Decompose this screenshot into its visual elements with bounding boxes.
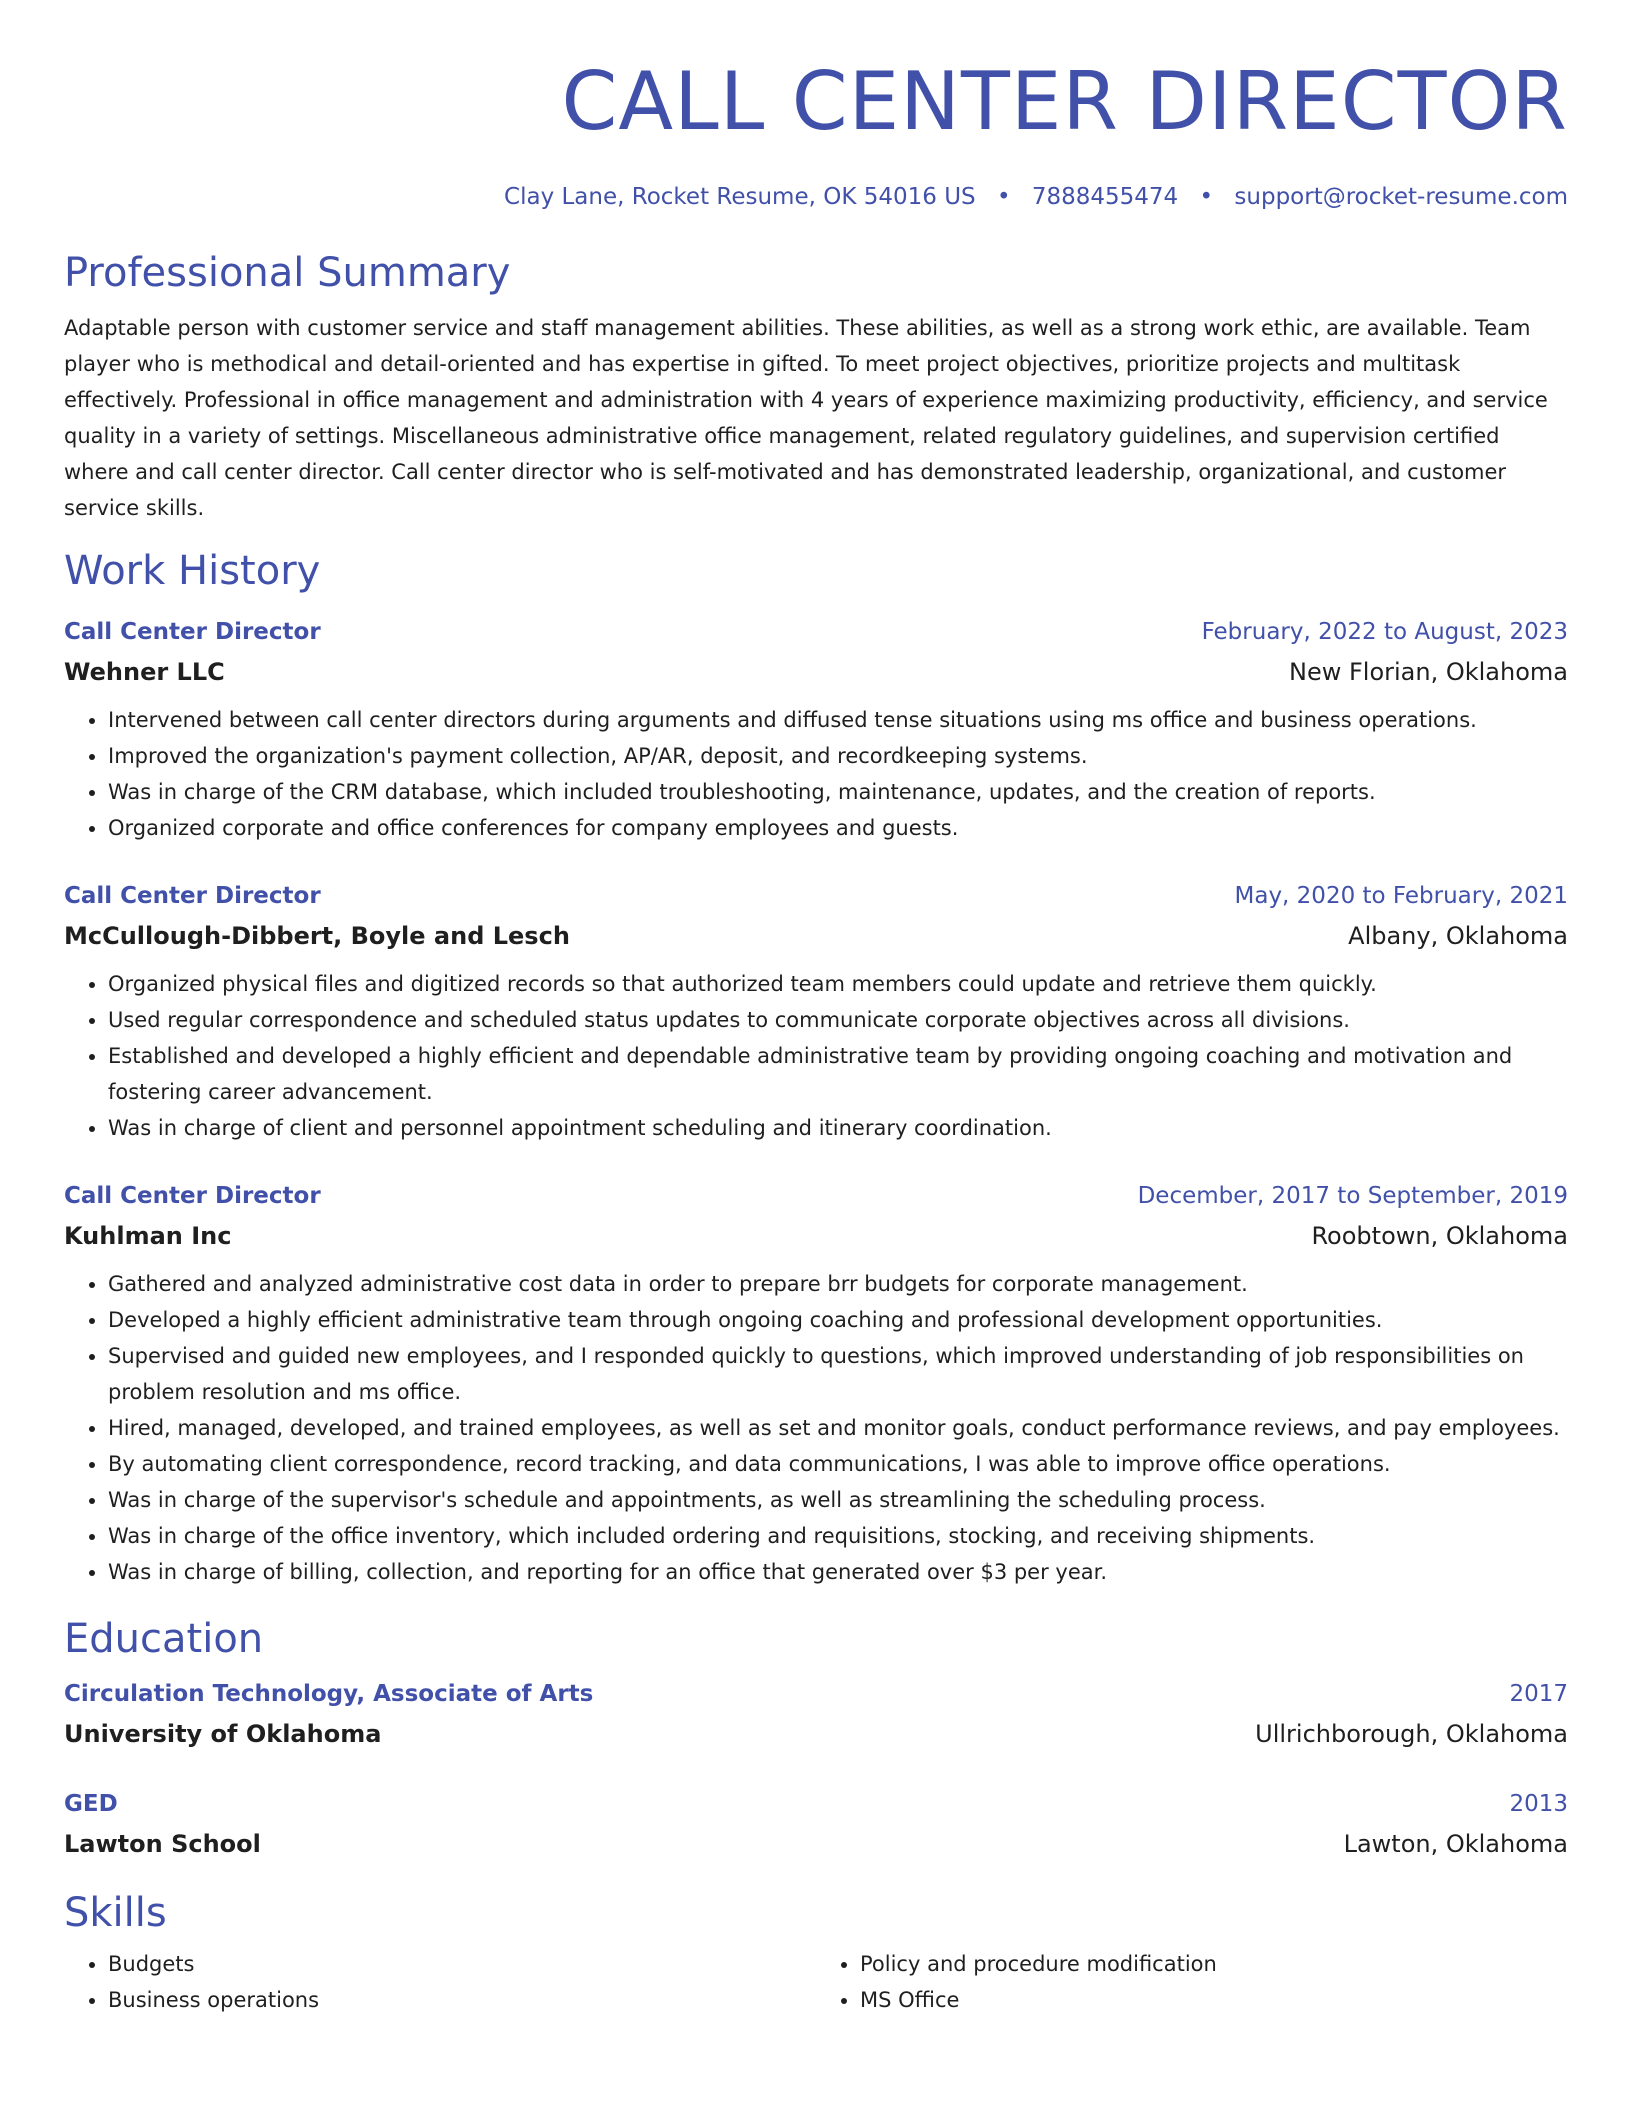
skill-item: • Business operations <box>108 1982 816 2018</box>
job-bullet: • Organized physical files and digitized records so that authorized team members could update and retrieve them quickly. <box>108 966 1568 1002</box>
skill-item: • Policy and procedure modification <box>860 1946 1568 1982</box>
skill-item: • MS Office <box>860 1982 1568 2018</box>
job-location: Albany, Oklahoma <box>1348 922 1568 950</box>
job-bullet: • Organized corporate and office conferences for company employees and guests. <box>108 810 1568 846</box>
job-bullets <box>64 702 1568 846</box>
job-bullet: • Intervened between call center directors during arguments and diffused tense situations using ms office and business operations. <box>108 702 1568 738</box>
contact-address: Clay Lane, Rocket Resume, OK 54016 US <box>504 184 976 210</box>
job-dates: February, 2022 to August, 2023 <box>1201 619 1568 645</box>
skills-list <box>64 1946 1568 2018</box>
job-bullet: • Was in charge of the office inventory, which included ordering and requisitions, stocking, and receiving shipments. <box>108 1518 1568 1554</box>
resume-title: CALL CENTER DIRECTOR <box>561 55 1568 148</box>
section-title-education: Education <box>64 1616 264 1662</box>
job-bullet: • Supervised and guided new employees, and I responded quickly to questions, which improved understanding of job responsibilities on problem resolution and ms office. <box>108 1338 1568 1410</box>
job-entry <box>64 1176 1568 1590</box>
job-bullets <box>64 966 1568 1146</box>
contact-line <box>64 184 1568 210</box>
skills-column-right <box>816 1946 1568 2018</box>
education-school: University of Oklahoma <box>64 1720 382 1748</box>
job-role: Call Center Director <box>64 1183 321 1209</box>
job-entry <box>64 612 1568 846</box>
job-bullet: • Hired, managed, developed, and trained employees, as well as set and monitor goals, conduct performance reviews, and pay employees. <box>108 1410 1568 1446</box>
contact-separator: • <box>1199 184 1214 210</box>
contact-email: support@rocket-resume.com <box>1234 184 1568 210</box>
job-bullet: • Improved the organization's payment collection, AP/AR, deposit, and recordkeeping systems. <box>108 738 1568 774</box>
job-dates: May, 2020 to February, 2021 <box>1234 883 1568 909</box>
job-bullet: • By automating client correspondence, record tracking, and data communications, I was able to improve office operations. <box>108 1446 1568 1482</box>
job-bullets <box>64 1266 1568 1590</box>
job-company: Kuhlman Inc <box>64 1222 232 1250</box>
skills-column-left <box>64 1946 816 2018</box>
job-role: Call Center Director <box>64 883 321 909</box>
education-year: 2013 <box>1509 1791 1568 1817</box>
job-bullet: • Used regular correspondence and scheduled status updates to communicate corporate objectives across all divisions. <box>108 1002 1568 1038</box>
education-location: Ullrichborough, Oklahoma <box>1255 1720 1568 1748</box>
education-entry <box>64 1674 1568 1754</box>
education-entry <box>64 1784 1568 1864</box>
job-bullet: • Gathered and analyzed administrative cost data in order to prepare brr budgets for corporate management. <box>108 1266 1568 1302</box>
job-bullet: • Was in charge of billing, collection, and reporting for an office that generated over $3 per year. <box>108 1554 1568 1590</box>
contact-phone: 7888455474 <box>1031 184 1179 210</box>
skill-item: • Budgets <box>108 1946 816 1982</box>
section-title-skills: Skills <box>64 1890 167 1936</box>
job-company: McCullough-Dibbert, Boyle and Lesch <box>64 922 570 950</box>
education-degree: GED <box>64 1791 118 1817</box>
contact-separator: • <box>996 184 1011 210</box>
job-bullet: • Was in charge of the CRM database, which included troubleshooting, maintenance, updates, and the creation of reports. <box>108 774 1568 810</box>
job-bullet: • Was in charge of client and personnel appointment scheduling and itinerary coordination. <box>108 1110 1568 1146</box>
job-bullet: • Developed a highly efficient administrative team through ongoing coaching and professional development opportunities. <box>108 1302 1568 1338</box>
education-year: 2017 <box>1509 1681 1568 1707</box>
education-degree: Circulation Technology, Associate of Arts <box>64 1681 594 1707</box>
summary-text: Adaptable person with customer service and staff management abilities. These abilities, as well as a strong work ethic, are available. Team player who is methodical and detail-oriented and has expertise in gifted. To meet project objectives, prioritize projects and multitask effectively. Professional in office management and administration with 4 years of experience maximizing productivity, efficiency, and service quality in a variety of settings. Miscellaneous administrative office management, related regulatory guidelines, and supervision certified where and call center director. Call center director who is self-motivated and has demonstrated leadership, organizational, and customer service skills. <box>64 316 1548 520</box>
job-location: Roobtown, Oklahoma <box>1311 1222 1568 1250</box>
job-role: Call Center Director <box>64 619 321 645</box>
job-location: New Florian, Oklahoma <box>1289 658 1568 686</box>
job-entry <box>64 876 1568 1146</box>
job-company: Wehner LLC <box>64 658 225 686</box>
job-bullet: • Was in charge of the supervisor's schedule and appointments, as well as streamlining the scheduling process. <box>108 1482 1568 1518</box>
job-bullet: • Established and developed a highly efficient and dependable administrative team by providing ongoing coaching and motivation and fostering career advancement. <box>108 1038 1568 1110</box>
education-location: Lawton, Oklahoma <box>1343 1830 1568 1858</box>
education-school: Lawton School <box>64 1830 261 1858</box>
section-title-work-history: Work History <box>64 548 321 594</box>
section-title-summary: Professional Summary <box>64 250 511 296</box>
job-dates: December, 2017 to September, 2019 <box>1137 1183 1568 1209</box>
